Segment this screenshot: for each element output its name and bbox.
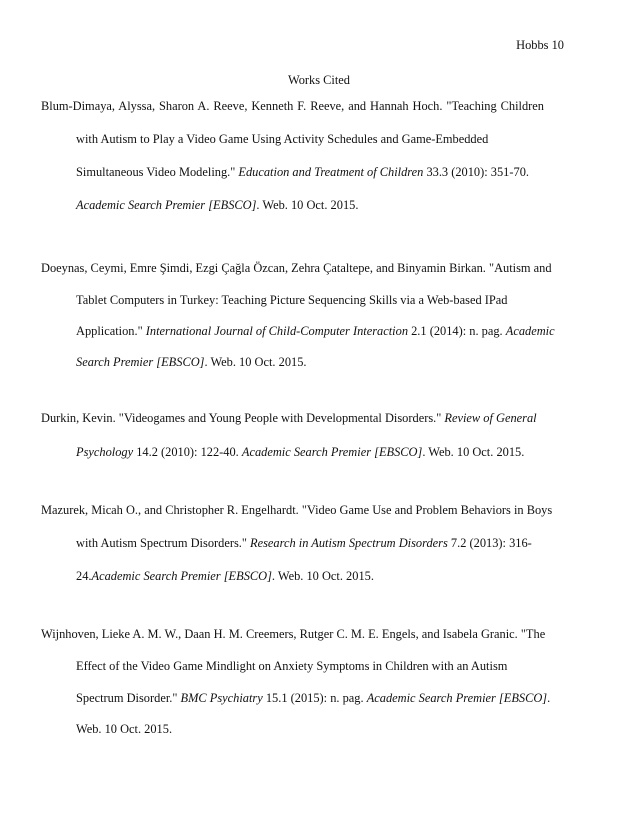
citation-line: 24.Academic Search Premier [EBSCO]. Web. 10 Oct. 2015. (76, 569, 374, 583)
journal-title: Review of General (444, 411, 537, 425)
citation-line: Blum-Dimaya, Alyssa, Sharon A. Reeve, Kenneth F. Reeve, and Hannah Hoch. "Teaching Children (41, 99, 544, 113)
page-title: Works Cited (288, 73, 350, 87)
citation-line: Application." International Journal of Child-Computer Interaction 2.1 (2014): n. pag. Academic (76, 324, 555, 338)
citation-line: Web. 10 Oct. 2015. (76, 722, 173, 736)
citation-line: Spectrum Disorder." BMC Psychiatry 15.1 (2015): n. pag. Academic Search Premier [EBSCO]. (76, 691, 551, 705)
citation-line: with Autism Spectrum Disorders." Research in Autism Spectrum Disorders 7.2 (2013): 316- (76, 536, 532, 550)
citation-line: Academic Search Premier [EBSCO]. Web. 10 Oct. 2015. (76, 198, 359, 212)
journal-title: International Journal of Child-Computer Interaction (145, 324, 409, 338)
citation-line: Psychology 14.2 (2010): 122-40. Academic Search Premier [EBSCO]. Web. 10 Oct. 2015. (76, 445, 525, 459)
database-title: Academic Search Premier [EBSCO] (91, 569, 272, 583)
citation-line: Durkin, Kevin. "Videogames and Young People with Developmental Disorders." Review of General (41, 411, 537, 425)
database-title: Academic Search Premier [EBSCO] (76, 198, 257, 212)
citation-line: Tablet Computers in Turkey: Teaching Picture Sequencing Skills via a Web-based IPad (76, 293, 508, 307)
citation-line: Effect of the Video Game Mindlight on Anxiety Symptoms in Children with an Autism (76, 659, 508, 673)
citation-line: Mazurek, Micah O., and Christopher R. Engelhardt. "Video Game Use and Problem Behaviors in Boys (41, 503, 553, 517)
citation-line: Search Premier [EBSCO]. Web. 10 Oct. 2015. (76, 355, 307, 369)
journal-title: Psychology (76, 445, 134, 459)
citation-line: Simultaneous Video Modeling." Education and Treatment of Children 33.3 (2010): 351-70. (76, 165, 529, 179)
journal-title: BMC Psychiatry (180, 691, 263, 705)
citation-line: Doeynas, Ceymi, Emre Şimdi, Ezgi Çağla Özcan, Zehra Çataltepe, and Binyamin Birkan. "Autism and (41, 261, 552, 275)
citation-line: with Autism to Play a Video Game Using Activity Schedules and Game-Embedded (76, 132, 489, 146)
database-title: Search Premier [EBSCO] (76, 355, 205, 369)
journal-title: Education and Treatment of Children (238, 165, 424, 179)
database-title: Academic Search Premier [EBSCO] (366, 691, 548, 705)
database-title: Academic Search Premier [EBSCO] (241, 445, 423, 459)
database-title: Academic (505, 324, 555, 338)
running-head: Hobbs 10 (516, 38, 564, 52)
citation-line: Wijnhoven, Lieke A. M. W., Daan H. M. Creemers, Rutger C. M. E. Engels, and Isabela Granic. "The (41, 627, 546, 641)
journal-title: Research in Autism Spectrum Disorders (250, 536, 448, 550)
